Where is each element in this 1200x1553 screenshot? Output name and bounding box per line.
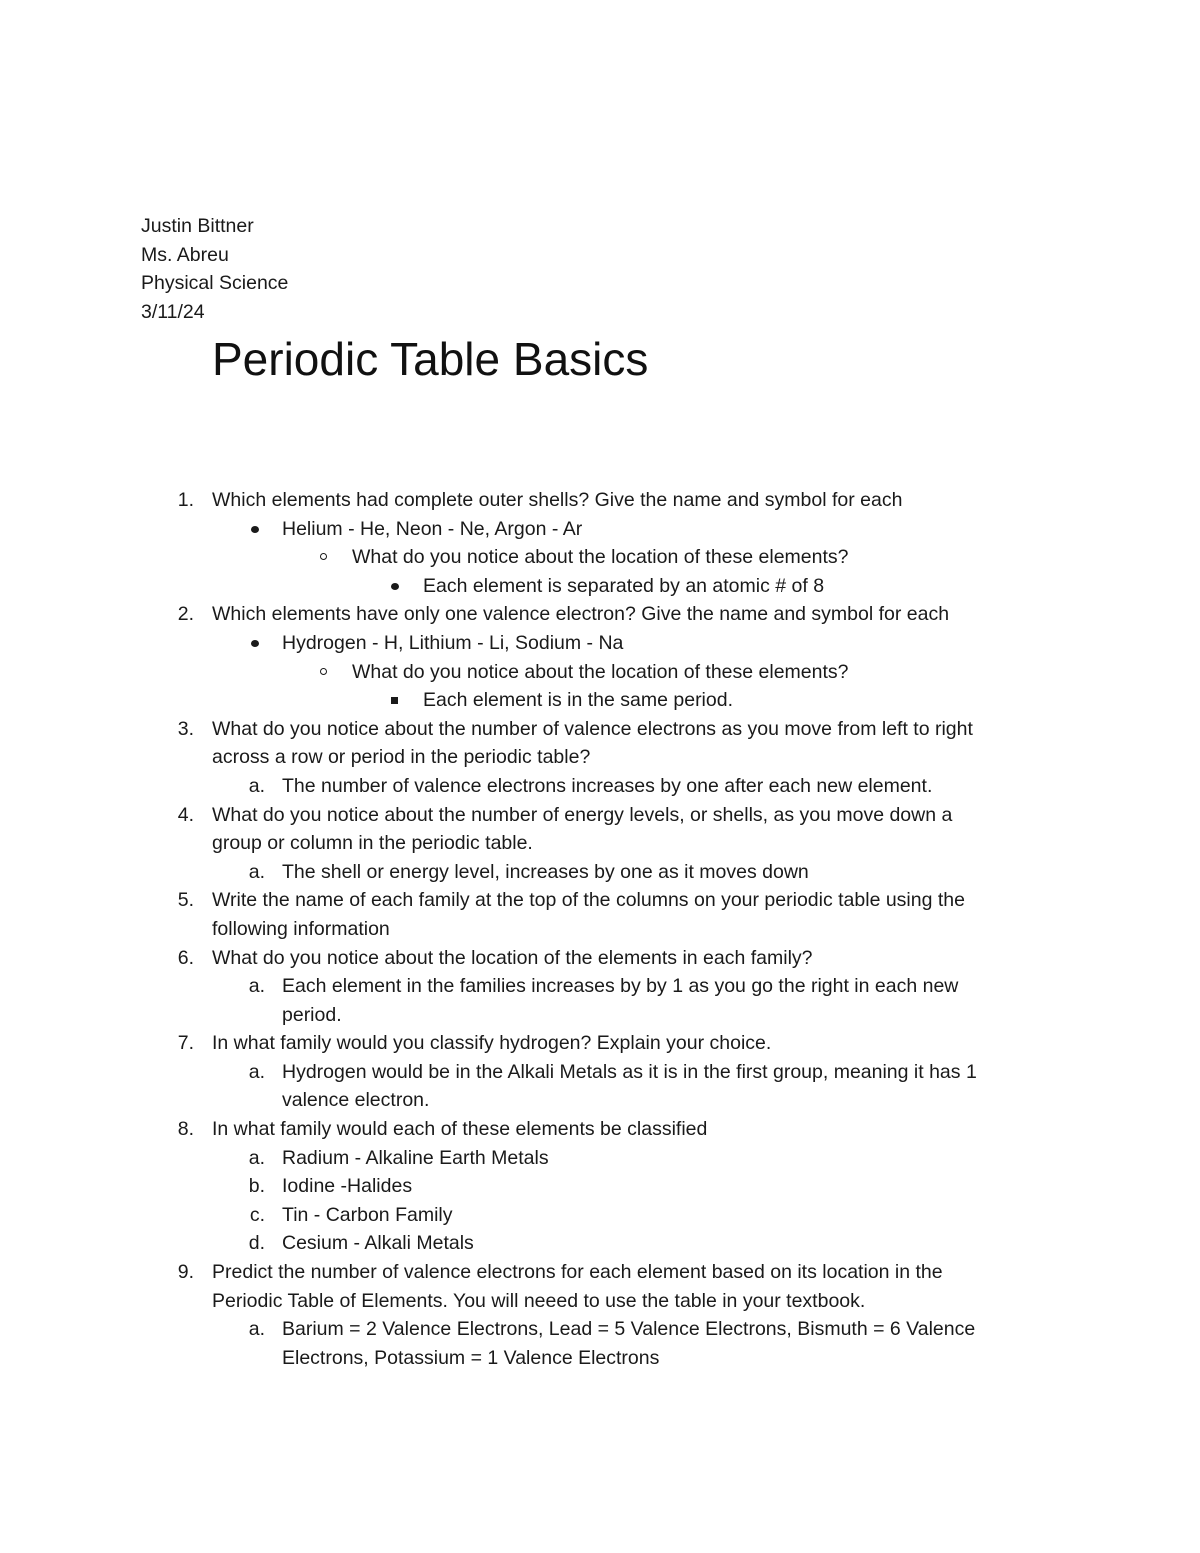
question-text: across a row or period in the periodic table? bbox=[212, 746, 591, 769]
question-number: 3. bbox=[177, 717, 194, 740]
answer-text: period. bbox=[282, 1003, 342, 1026]
question-4 bbox=[0, 801, 1200, 830]
answer-6a bbox=[0, 972, 1200, 1001]
bullet-dot-icon bbox=[251, 526, 259, 533]
subquestion-text: What do you notice about the location of these elements? bbox=[352, 546, 849, 569]
answer-8d bbox=[0, 1229, 1200, 1258]
question-3-continued bbox=[0, 743, 1200, 772]
question-number: 2. bbox=[177, 603, 194, 626]
question-text: What do you notice about the number of valence electrons as you move from left to right bbox=[212, 717, 973, 740]
answer-4a bbox=[0, 858, 1200, 887]
subject-name: Physical Science bbox=[141, 272, 289, 295]
header-block bbox=[141, 212, 288, 326]
answer-text: Radium - Alkaline Earth Metals bbox=[282, 1146, 549, 1169]
subanswer-1 bbox=[0, 572, 1200, 601]
question-text: following information bbox=[212, 917, 390, 940]
bullet-dot-icon bbox=[391, 583, 399, 590]
answer-9a bbox=[0, 1315, 1200, 1344]
answer-text: Hydrogen would be in the Alkali Metals as it is in the first group, meaning it has 1 bbox=[282, 1060, 977, 1083]
question-9 bbox=[0, 1258, 1200, 1287]
question-4-continued bbox=[0, 829, 1200, 858]
answer-text: Each element in the families increases by by 1 as you go the right in each new bbox=[282, 975, 959, 998]
answer-3a bbox=[0, 772, 1200, 801]
answer-1 bbox=[0, 515, 1200, 544]
answer-2 bbox=[0, 629, 1200, 658]
document-title: Periodic Table Basics bbox=[212, 333, 649, 385]
date: 3/11/24 bbox=[141, 300, 205, 323]
bullet-circle-icon bbox=[320, 668, 327, 675]
question-text: What do you notice about the location of the elements in each family? bbox=[212, 946, 813, 969]
answer-text: The shell or energy level, increases by one as it moves down bbox=[282, 860, 809, 883]
answer-letter: c. bbox=[249, 1203, 265, 1226]
teacher-name: Ms. Abreu bbox=[141, 243, 229, 266]
answer-text: Iodine -Halides bbox=[282, 1175, 413, 1198]
answer-8b bbox=[0, 1172, 1200, 1201]
subanswer-2 bbox=[0, 686, 1200, 715]
answer-letter: a. bbox=[248, 1318, 265, 1341]
question-9-continued bbox=[0, 1287, 1200, 1316]
bullet-circle-icon bbox=[320, 553, 327, 560]
answer-letter: b. bbox=[248, 1175, 265, 1198]
question-list bbox=[0, 486, 1200, 1372]
question-text: In what family would you classify hydrogen? Explain your choice. bbox=[212, 1032, 772, 1055]
subanswer-text: Each element is in the same period. bbox=[423, 689, 734, 712]
answer-9a-continued bbox=[0, 1344, 1200, 1373]
question-text: Write the name of each family at the top of the columns on your periodic table using the bbox=[212, 889, 965, 912]
answer-8c bbox=[0, 1201, 1200, 1230]
question-number: 7. bbox=[177, 1032, 194, 1055]
answer-letter: d. bbox=[248, 1232, 265, 1255]
answer-text: valence electron. bbox=[282, 1089, 430, 1112]
answer-6a-continued bbox=[0, 1001, 1200, 1030]
answer-text: Barium = 2 Valence Electrons, Lead = 5 Valence Electrons, Bismuth = 6 Valence bbox=[282, 1318, 976, 1341]
answer-text: Electrons, Potassium = 1 Valence Electrons bbox=[282, 1346, 660, 1369]
bullet-dot-icon bbox=[251, 640, 259, 647]
answer-letter: a. bbox=[248, 975, 265, 998]
question-text: Which elements have only one valence electron? Give the name and symbol for each bbox=[212, 603, 950, 626]
answer-letter: a. bbox=[248, 774, 265, 797]
question-text: group or column in the periodic table. bbox=[212, 832, 533, 855]
student-name: Justin Bittner bbox=[141, 215, 254, 237]
question-2 bbox=[0, 600, 1200, 629]
question-5-continued bbox=[0, 915, 1200, 944]
answer-7a-continued bbox=[0, 1086, 1200, 1115]
question-text: Periodic Table of Elements. You will neeed to use the table in your textbook. bbox=[212, 1289, 866, 1312]
answer-text: The number of valence electrons increases by one after each new element. bbox=[282, 774, 933, 797]
question-number: 8. bbox=[177, 1118, 194, 1141]
subquestion-1 bbox=[0, 543, 1200, 572]
answer-letter: a. bbox=[248, 1060, 265, 1083]
question-number: 6. bbox=[177, 946, 194, 969]
answer-text: Helium - He, Neon - Ne, Argon - Ar bbox=[282, 517, 583, 540]
subquestion-text: What do you notice about the location of these elements? bbox=[352, 660, 849, 683]
subanswer-text: Each element is separated by an atomic # of 8 bbox=[423, 574, 825, 597]
question-text: In what family would each of these elements be classified bbox=[212, 1118, 708, 1141]
question-5 bbox=[0, 886, 1200, 915]
answer-letter: a. bbox=[248, 1146, 265, 1169]
question-1 bbox=[0, 486, 1200, 515]
question-number: 9. bbox=[177, 1261, 194, 1284]
question-7 bbox=[0, 1029, 1200, 1058]
question-number: 4. bbox=[177, 803, 194, 826]
question-text: Which elements had complete outer shells? Give the name and symbol for each bbox=[212, 489, 903, 511]
bullet-square-icon bbox=[391, 697, 398, 704]
question-text: What do you notice about the number of energy levels, or shells, as you move down a bbox=[212, 803, 953, 826]
answer-text: Tin - Carbon Family bbox=[282, 1203, 453, 1226]
answer-8a bbox=[0, 1144, 1200, 1173]
question-number: 1. bbox=[177, 489, 194, 511]
answer-7a bbox=[0, 1058, 1200, 1087]
subquestion-2 bbox=[0, 658, 1200, 687]
answer-letter: a. bbox=[248, 860, 265, 883]
question-3 bbox=[0, 715, 1200, 744]
question-number: 5. bbox=[177, 889, 194, 912]
answer-text: Hydrogen - H, Lithium - Li, Sodium - Na bbox=[282, 631, 624, 654]
answer-text: Cesium - Alkali Metals bbox=[282, 1232, 474, 1255]
question-8 bbox=[0, 1115, 1200, 1144]
question-text: Predict the number of valence electrons for each element based on its location in the bbox=[212, 1261, 943, 1284]
question-6 bbox=[0, 944, 1200, 973]
